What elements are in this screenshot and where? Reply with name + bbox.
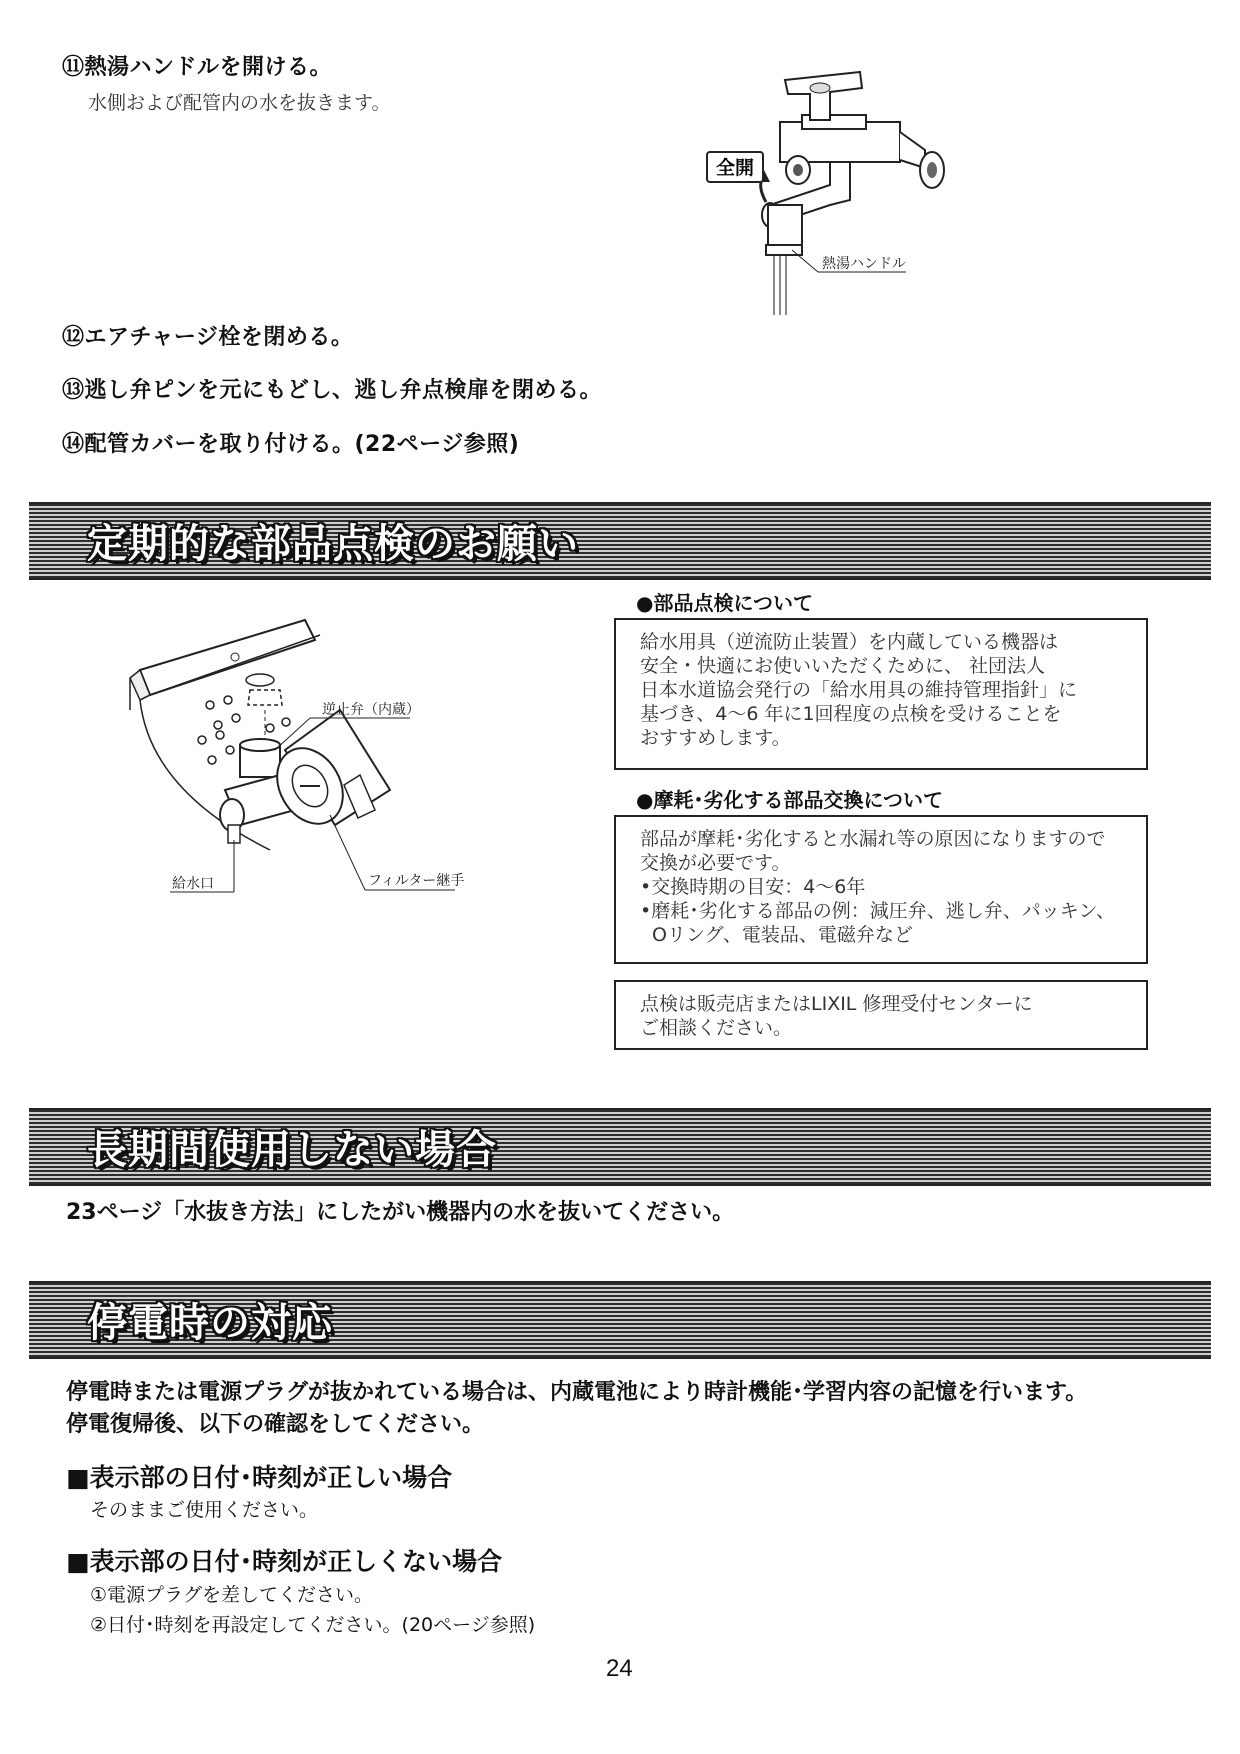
case-incorrect-heading: ■表示部の日付･時刻が正しくない場合	[66, 1547, 503, 1576]
contact-box	[614, 980, 1148, 1050]
step-13: ⑬逃し弁ピンを元にもどし、逃し弁点検扉を閉める。	[62, 378, 603, 403]
check-valve-label: 逆止弁（内蔵）	[322, 702, 420, 718]
faucet-illustration	[680, 60, 980, 320]
replacement-line: •磨耗･劣化する部品の例：減圧弁、逃し弁、パッキン、	[640, 900, 1115, 922]
faucet-figure	[680, 60, 980, 320]
section-banner-power-outage	[29, 1281, 1211, 1359]
section-banner-inspection	[29, 502, 1211, 580]
parts-replacement-heading: ●摩耗･劣化する部品交換について	[636, 788, 944, 812]
power-outage-intro-2: 停電復帰後、以下の確認をしてください。	[66, 1412, 485, 1437]
full-open-label: 全開	[715, 157, 755, 179]
section-title-long-term: 長期間使用しない場合	[87, 1127, 497, 1173]
step-14: ⑭配管カバーを取り付ける。(22ページ参照)	[62, 432, 520, 457]
filter-joint-illustration	[110, 600, 530, 920]
section-banner-long-term	[29, 1108, 1211, 1186]
power-outage-intro-1: 停電時または電源プラグが抜かれている場合は、内蔵電池により時計機能･学習内容の記憶を行います。	[66, 1380, 1088, 1405]
parts-inspection-heading: ●部品点検について	[636, 591, 814, 615]
replacement-line: Oリング、電装品、電磁弁など	[652, 924, 913, 946]
contact-line: ご相談ください。	[640, 1017, 793, 1039]
long-term-text: 23ページ「水抜き方法」にしたがい機器内の水を抜いてください。	[66, 1200, 735, 1225]
section-title-power-outage: 停電時の対応	[87, 1300, 333, 1346]
parts-replacement-box	[614, 815, 1148, 964]
replacement-line: •交換時期の目安：4〜6年	[640, 876, 866, 898]
case-correct-text: そのままご使用ください。	[90, 1499, 319, 1521]
parts-inspection-box	[614, 618, 1148, 770]
hot-water-handle-label: 熱湯ハンドル	[822, 256, 906, 272]
replacement-line: 部品が摩耗･劣化すると水漏れ等の原因になりますので	[640, 828, 1106, 850]
section-title-inspection: 定期的な部品点検のお願い	[87, 521, 579, 567]
inspection-line: おすすめします。	[640, 727, 791, 749]
inspection-line: 安全・快適にお使いいただくために、 社団法人	[640, 655, 1046, 677]
case-incorrect-item-2: ②日付･時刻を再設定してください。(20ページ参照)	[90, 1614, 536, 1636]
inspection-line: 基づき、4〜6 年に1回程度の点検を受けることを	[640, 703, 1062, 725]
inspection-line: 給水用具（逆流防止装置）を内蔵している機器は	[640, 631, 1059, 653]
inspection-line: 日本水道協会発行の「給水用具の維持管理指針」に	[640, 679, 1078, 701]
step-12: ⑫エアチャージ栓を閉める。	[62, 325, 354, 350]
case-correct-heading: ■表示部の日付･時刻が正しい場合	[66, 1463, 453, 1492]
filter-joint-figure	[110, 600, 530, 920]
step-11-sub: 水側および配管内の水を抜きます。	[88, 92, 391, 114]
page-number: 24	[606, 1655, 633, 1682]
filter-joint-label: フィルター継手	[368, 873, 465, 889]
case-incorrect-item-1: ①電源プラグを差してください。	[90, 1584, 374, 1606]
contact-line: 点検は販売店またはLIXIL 修理受付センターに	[640, 993, 1033, 1015]
water-inlet-label: 給水口	[172, 876, 214, 892]
replacement-line: 交換が必要です。	[640, 852, 791, 874]
step-11: ⑪熱湯ハンドルを開ける。	[62, 55, 333, 80]
